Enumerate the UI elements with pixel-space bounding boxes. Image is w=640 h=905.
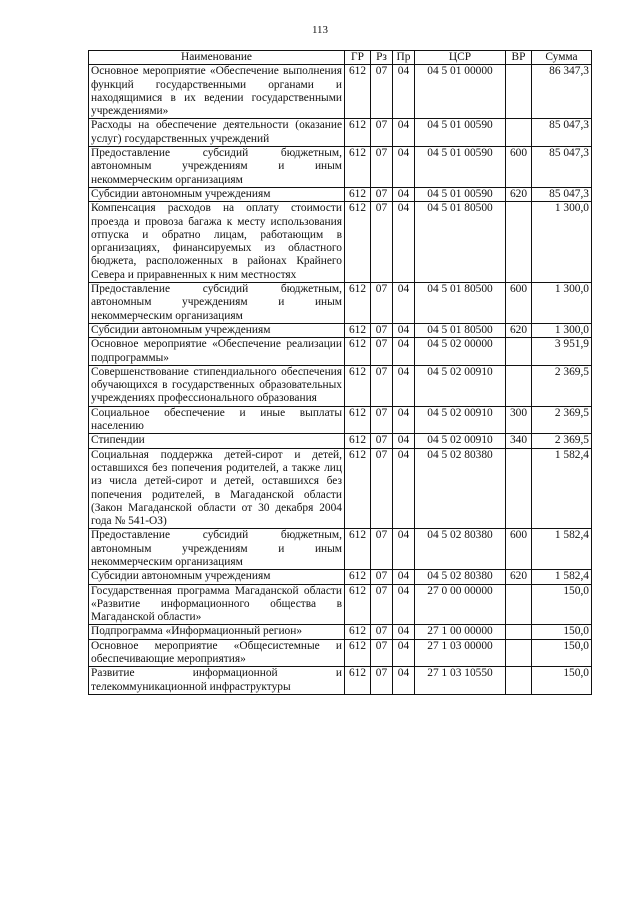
row-csr: 04 5 01 00000 [415, 65, 506, 119]
table-row [89, 323, 592, 337]
table-row [89, 639, 592, 667]
row-gr: 612 [345, 434, 371, 448]
row-vr [506, 584, 532, 625]
row-csr: 04 5 01 00590 [415, 119, 506, 147]
row-csr: 04 5 01 00590 [415, 187, 506, 201]
row-csr: 04 5 01 80500 [415, 323, 506, 337]
row-name: Социальная поддержка детей-сирот и детей, оставшихся без попечения родителей, а также лиц из числа детей-сирот и детей, оставшихся без попечения родителей, в Магаданской области (Закон Магаданской области от 30 декабря 2004 года № 541-ОЗ) [89, 448, 345, 529]
row-pr: 04 [393, 448, 415, 529]
row-sum: 1 300,0 [532, 283, 592, 324]
row-gr: 612 [345, 625, 371, 639]
row-csr: 04 5 02 00000 [415, 338, 506, 366]
row-csr: 27 1 03 00000 [415, 639, 506, 667]
row-gr: 612 [345, 570, 371, 584]
row-pr: 04 [393, 584, 415, 625]
row-csr: 27 0 00 00000 [415, 584, 506, 625]
row-vr [506, 667, 532, 695]
row-gr: 612 [345, 406, 371, 434]
row-vr [506, 448, 532, 529]
row-csr: 04 5 02 80380 [415, 448, 506, 529]
row-csr: 04 5 01 80500 [415, 202, 506, 283]
row-rz: 07 [371, 434, 393, 448]
column-sum-header: Сумма [532, 51, 592, 65]
row-name: Развитие информационной и телекоммуникационной инфраструктуры [89, 667, 345, 695]
row-gr: 612 [345, 667, 371, 695]
row-vr [506, 338, 532, 366]
row-name: Компенсация расходов на оплату стоимости проезда и провоза багажа к месту использования отпуска и обратно лицам, работающим в организациях, финансируемых из областного бюджета, расположенных в районах Крайнего Севера и приравненных к ним местностях [89, 202, 345, 283]
column-name-header: Наименование [89, 51, 345, 65]
row-sum: 86 347,3 [532, 65, 592, 119]
row-sum: 150,0 [532, 639, 592, 667]
row-vr [506, 625, 532, 639]
row-csr: 04 5 01 80500 [415, 283, 506, 324]
row-csr: 04 5 02 80380 [415, 529, 506, 570]
row-sum: 85 047,3 [532, 187, 592, 201]
row-gr: 612 [345, 448, 371, 529]
row-name: Основное мероприятие «Общесистемные и обеспечивающие мероприятия» [89, 639, 345, 667]
table-row [89, 448, 592, 529]
row-pr: 04 [393, 283, 415, 324]
column-rz-header: Рз [371, 51, 393, 65]
row-vr [506, 119, 532, 147]
row-sum: 3 951,9 [532, 338, 592, 366]
row-vr: 620 [506, 323, 532, 337]
row-gr: 612 [345, 365, 371, 406]
row-gr: 612 [345, 639, 371, 667]
column-csr-header: ЦСР [415, 51, 506, 65]
row-rz: 07 [371, 202, 393, 283]
row-sum: 150,0 [532, 667, 592, 695]
table-row [89, 529, 592, 570]
row-pr: 04 [393, 338, 415, 366]
table-row [89, 202, 592, 283]
row-rz: 07 [371, 338, 393, 366]
row-pr: 04 [393, 365, 415, 406]
row-rz: 07 [371, 65, 393, 119]
row-gr: 612 [345, 202, 371, 283]
row-vr: 600 [506, 529, 532, 570]
row-name: Предоставление субсидий бюджетным, автономным учреждениям и иным некоммерческим организациям [89, 147, 345, 188]
row-name: Субсидии автономным учреждениям [89, 323, 345, 337]
row-sum: 150,0 [532, 584, 592, 625]
table-row [89, 187, 592, 201]
row-vr: 340 [506, 434, 532, 448]
row-pr: 04 [393, 667, 415, 695]
row-gr: 612 [345, 65, 371, 119]
row-vr [506, 639, 532, 667]
row-name: Подпрограмма «Информационный регион» [89, 625, 345, 639]
row-pr: 04 [393, 570, 415, 584]
row-rz: 07 [371, 323, 393, 337]
row-pr: 04 [393, 323, 415, 337]
row-pr: 04 [393, 147, 415, 188]
table-row [89, 338, 592, 366]
row-gr: 612 [345, 119, 371, 147]
row-csr: 04 5 02 00910 [415, 434, 506, 448]
row-vr: 300 [506, 406, 532, 434]
row-rz: 07 [371, 119, 393, 147]
row-vr: 620 [506, 570, 532, 584]
row-name: Расходы на обеспечение деятельности (оказание услуг) государственных учреждений [89, 119, 345, 147]
row-sum: 1 300,0 [532, 202, 592, 283]
row-csr: 04 5 01 00590 [415, 147, 506, 188]
table-row [89, 365, 592, 406]
row-rz: 07 [371, 406, 393, 434]
row-csr: 27 1 00 00000 [415, 625, 506, 639]
row-rz: 07 [371, 529, 393, 570]
budget-table [88, 50, 592, 695]
row-name: Основное мероприятие «Обеспечение реализации подпрограммы» [89, 338, 345, 366]
row-gr: 612 [345, 338, 371, 366]
row-name: Предоставление субсидий бюджетным, автономным учреждениям и иным некоммерческим организациям [89, 529, 345, 570]
row-csr: 27 1 03 10550 [415, 667, 506, 695]
table-body [89, 65, 592, 695]
table-row [89, 667, 592, 695]
page-number: 113 [311, 24, 329, 36]
row-pr: 04 [393, 65, 415, 119]
table-row [89, 283, 592, 324]
row-sum: 1 582,4 [532, 448, 592, 529]
row-name: Стипендии [89, 434, 345, 448]
row-pr: 04 [393, 119, 415, 147]
row-rz: 07 [371, 283, 393, 324]
row-name: Основное мероприятие «Обеспечение выполнения функций государственными органами и находящимися в их ведении государственными учреждениями» [89, 65, 345, 119]
row-sum: 1 300,0 [532, 323, 592, 337]
column-vr-header: ВР [506, 51, 532, 65]
row-gr: 612 [345, 529, 371, 570]
table-row [89, 147, 592, 188]
row-gr: 612 [345, 323, 371, 337]
row-sum: 85 047,3 [532, 147, 592, 188]
row-pr: 04 [393, 529, 415, 570]
table-row [89, 65, 592, 119]
row-csr: 04 5 02 00910 [415, 365, 506, 406]
row-name: Предоставление субсидий бюджетным, автономным учреждениям и иным некоммерческим организациям [89, 283, 345, 324]
row-rz: 07 [371, 584, 393, 625]
row-sum: 2 369,5 [532, 406, 592, 434]
row-pr: 04 [393, 202, 415, 283]
row-sum: 1 582,4 [532, 529, 592, 570]
row-csr: 04 5 02 00910 [415, 406, 506, 434]
row-vr: 620 [506, 187, 532, 201]
row-rz: 07 [371, 187, 393, 201]
row-gr: 612 [345, 147, 371, 188]
row-pr: 04 [393, 406, 415, 434]
row-vr: 600 [506, 283, 532, 324]
row-rz: 07 [371, 147, 393, 188]
row-name: Государственная программа Магаданской области «Развитие информационного общества в Магаданской области» [89, 584, 345, 625]
row-gr: 612 [345, 283, 371, 324]
row-vr [506, 365, 532, 406]
row-gr: 612 [345, 584, 371, 625]
row-rz: 07 [371, 639, 393, 667]
row-pr: 04 [393, 187, 415, 201]
column-pr-header: Пр [393, 51, 415, 65]
row-sum: 2 369,5 [532, 434, 592, 448]
table-row [89, 434, 592, 448]
row-vr: 600 [506, 147, 532, 188]
table-row [89, 119, 592, 147]
row-sum: 2 369,5 [532, 365, 592, 406]
row-vr [506, 202, 532, 283]
row-sum: 1 582,4 [532, 570, 592, 584]
row-name: Социальное обеспечение и иные выплаты населению [89, 406, 345, 434]
header-row [89, 51, 592, 65]
row-sum: 150,0 [532, 625, 592, 639]
row-rz: 07 [371, 448, 393, 529]
table-row [89, 625, 592, 639]
column-gr-header: ГР [345, 51, 371, 65]
table-row [89, 570, 592, 584]
row-gr: 612 [345, 187, 371, 201]
row-name: Субсидии автономным учреждениям [89, 570, 345, 584]
row-vr [506, 65, 532, 119]
row-rz: 07 [371, 365, 393, 406]
row-rz: 07 [371, 570, 393, 584]
table-row [89, 584, 592, 625]
row-name: Совершенствование стипендиального обеспечения обучающихся в государственных образовательных учреждениях профессионального образования [89, 365, 345, 406]
row-pr: 04 [393, 434, 415, 448]
row-pr: 04 [393, 639, 415, 667]
table-row [89, 406, 592, 434]
row-sum: 85 047,3 [532, 119, 592, 147]
row-rz: 07 [371, 667, 393, 695]
row-pr: 04 [393, 625, 415, 639]
row-rz: 07 [371, 625, 393, 639]
row-csr: 04 5 02 80380 [415, 570, 506, 584]
row-name: Субсидии автономным учреждениям [89, 187, 345, 201]
table-header [89, 51, 592, 65]
